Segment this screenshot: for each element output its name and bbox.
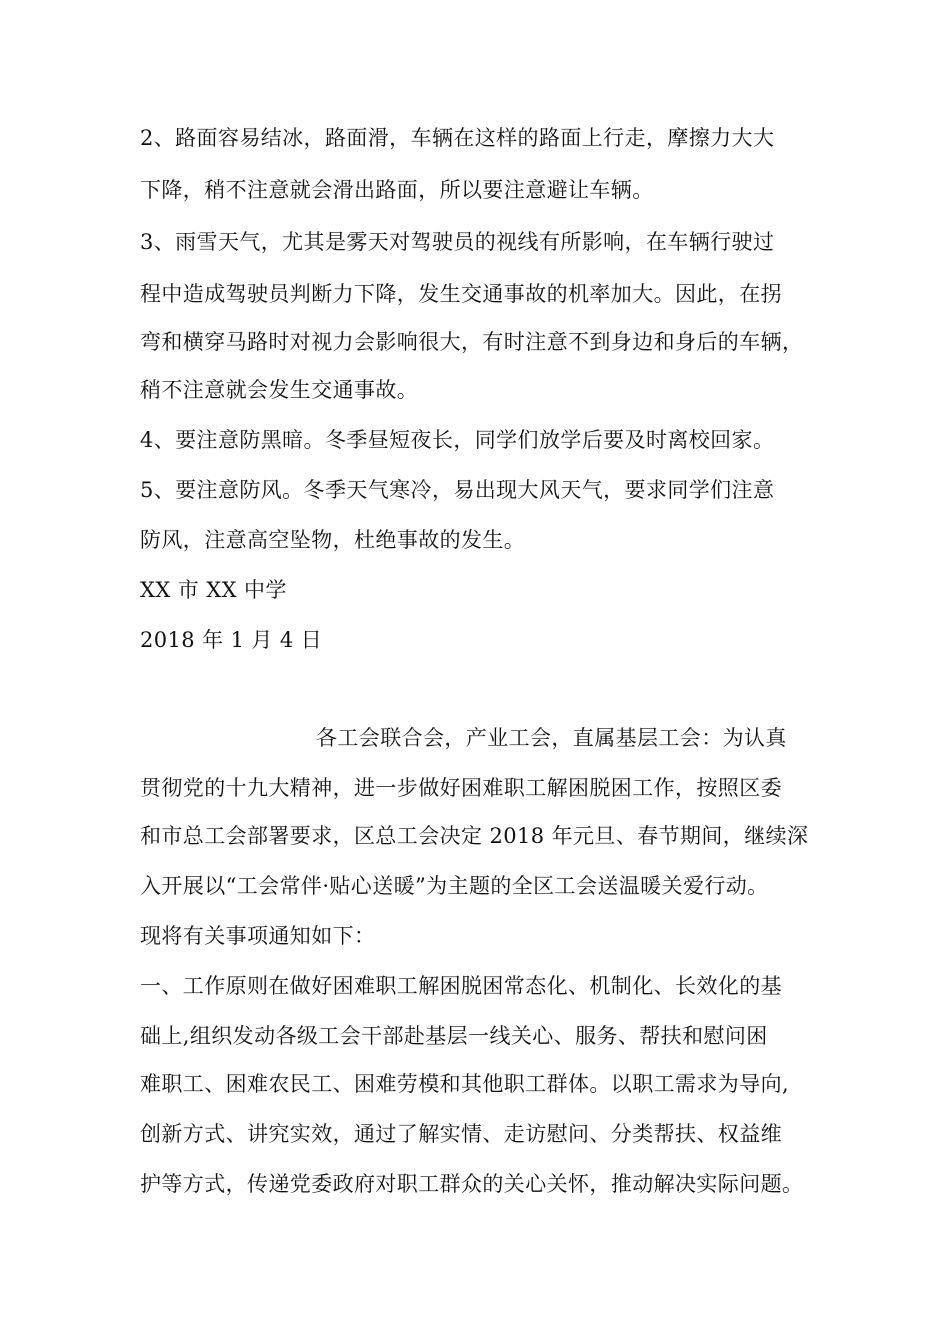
- text-line: 下降，稍不注意就会滑出路面，所以要注意避让车辆。: [140, 178, 654, 202]
- signature-school: XX 市 XX 中学: [140, 578, 287, 602]
- text-line: 入开展以“工会常伴·贴心送暖”为主题的全区工会送温暖关爱行动。: [140, 874, 769, 898]
- text-line: 2、路面容易结冰，路面滑，车辆在这样的路面上行走，摩擦力大大: [140, 126, 775, 150]
- text-line: 现将有关事项通知如下：: [140, 924, 376, 948]
- text-line: 弯和横穿马路时对视力会影响很大，有时注意不到身边和身后的车辆，: [140, 330, 804, 354]
- text-line: 难职工、困难农民工、困难劳模和其他职工群体。以职工需求为导向,: [140, 1072, 790, 1096]
- text-line: 稍不注意就会发生交通事故。: [140, 378, 419, 402]
- section-heading-line: 一、工作原则在做好困难职工解困脱困常态化、机制化、长效化的基: [140, 974, 782, 998]
- text-line: 护等方式，传递党委政府对职工群众的关心关怀，推动解决实际问题。: [140, 1172, 804, 1196]
- signature-date: 2018 年 1 月 4 日: [140, 628, 323, 652]
- notice-opening-line: 各工会联合会，产业工会，直属基层工会：为认真: [316, 726, 787, 750]
- text-line: 程中造成驾驶员判断力下降，发生交通事故的机率加大。因此，在拐: [140, 282, 782, 306]
- text-line: 防风，注意高空坠物，杜绝事故的发生。: [140, 528, 526, 552]
- text-line: 础上,组织发动各级工会干部赴基层一线关心、服务、帮扶和慰问困: [140, 1024, 768, 1048]
- text-line: 5、要注意防风。冬季天气寒冷，易出现大风天气，要求同学们注意: [140, 478, 775, 502]
- text-line: 贯彻党的十九大精神，进一步做好困难职工解困脱困工作，按照区委: [140, 776, 782, 800]
- text-line: 和市总工会部署要求，区总工会决定 2018 年元旦、春节期间，继续深: [140, 824, 809, 848]
- text-line: 3、雨雪天气，尤其是雾天对驾驶员的视线有所影响，在车辆行驶过: [140, 230, 775, 254]
- text-line: 创新方式、讲究实效，通过了解实情、走访慰问、分类帮扶、权益维: [140, 1122, 782, 1146]
- text-line: 4、要注意防黑暗。冬季昼短夜长，同学们放学后要及时离校回家。: [140, 428, 775, 452]
